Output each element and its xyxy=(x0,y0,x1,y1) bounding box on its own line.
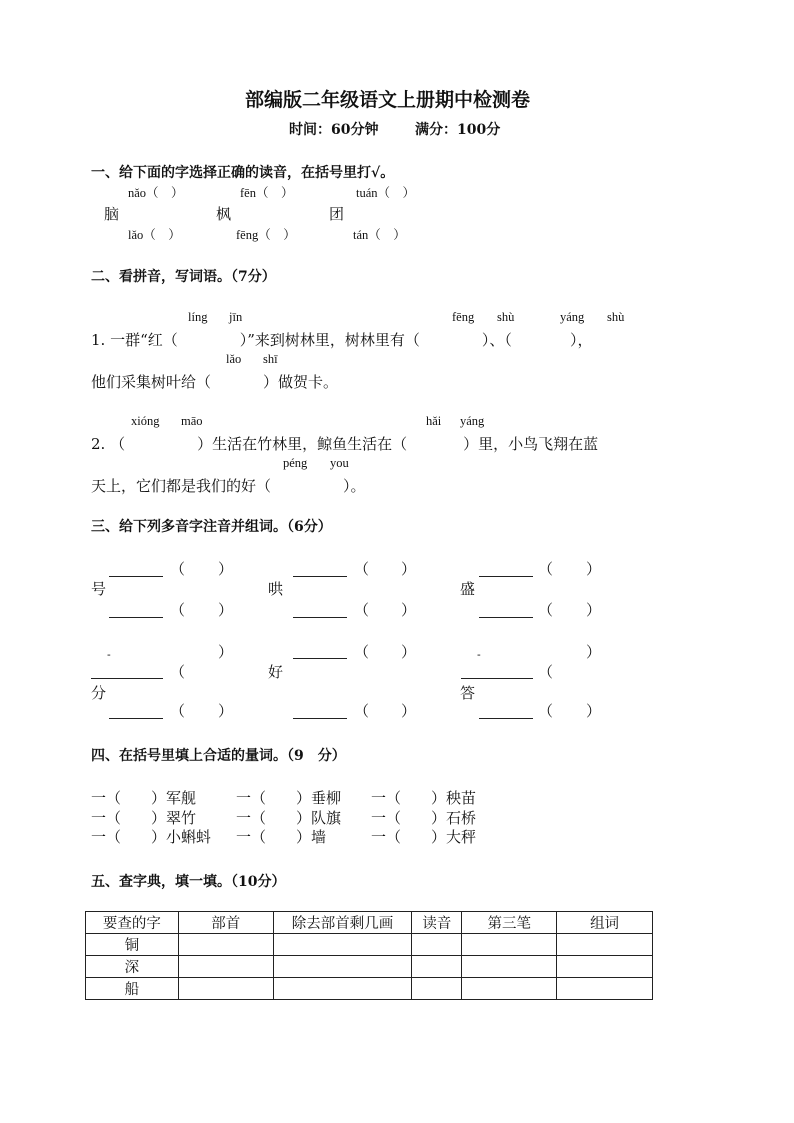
answer-line[interactable] xyxy=(293,658,347,659)
measure-word-item[interactable]: 一（ ）石桥 xyxy=(371,809,477,827)
paren-open: （ xyxy=(354,560,370,578)
section-4-heading: 四、在括号里填上合适的量词。（9 分） xyxy=(91,748,346,764)
s1-option-fen: fēn（ ） xyxy=(240,186,294,200)
lookup-char: 深 xyxy=(86,956,179,978)
answer-cell[interactable] xyxy=(462,978,557,1000)
table-row xyxy=(86,978,653,1000)
column-header: 除去部首剩几画 xyxy=(273,912,412,934)
dash-mark: - xyxy=(107,648,111,661)
paren-close: ） xyxy=(218,601,234,619)
s2-sentence-2: 他们采集树叶给（ ）做贺卡。 xyxy=(91,373,339,391)
measure-word-item[interactable]: 一（ ）小蝌蚪 xyxy=(91,828,212,846)
paren-close: ） xyxy=(401,702,417,720)
s1-option-tuan: tuán（ ） xyxy=(356,186,416,200)
paren-open: （ xyxy=(538,663,554,681)
polyphone-char: 分 xyxy=(91,684,107,702)
answer-line[interactable] xyxy=(91,678,163,679)
polyphone-char: 盛 xyxy=(460,580,476,598)
answer-cell[interactable] xyxy=(462,934,557,956)
paren-close: ） xyxy=(401,643,417,661)
answer-cell[interactable] xyxy=(178,956,273,978)
pinyin: jīn xyxy=(229,310,243,324)
answer-line[interactable] xyxy=(293,718,347,719)
section-5-heading: 五、查字典，填一填。（10分） xyxy=(91,874,286,890)
measure-word-item[interactable]: 一（ ）大秤 xyxy=(371,828,477,846)
answer-cell[interactable] xyxy=(273,956,412,978)
full-score: 满分：100分 xyxy=(415,122,501,138)
s1-option-lao: lǎo（ ） xyxy=(128,228,181,242)
section-1-heading: 一、给下面的字选择正确的读音，在括号里打√。 xyxy=(91,165,395,181)
lookup-char: 船 xyxy=(86,978,179,1000)
pinyin: yáng xyxy=(460,414,485,428)
answer-line[interactable] xyxy=(109,617,163,618)
table-header-row xyxy=(86,912,653,934)
pinyin: lǎo xyxy=(226,352,242,366)
paren-close: ） xyxy=(401,601,417,619)
column-header: 部首 xyxy=(178,912,273,934)
answer-cell[interactable] xyxy=(462,956,557,978)
answer-line[interactable] xyxy=(479,718,533,719)
polyphone-char: 号 xyxy=(91,580,107,598)
s1-char-nao: 脑 xyxy=(104,205,120,223)
paren-open: （ xyxy=(538,560,554,578)
table-row xyxy=(86,956,653,978)
column-header: 要查的字 xyxy=(86,912,179,934)
pinyin: shù xyxy=(497,310,515,324)
s1-option-tan: tán（ ） xyxy=(353,228,406,242)
pinyin: shī xyxy=(263,352,278,366)
table-row xyxy=(86,934,653,956)
measure-word-item[interactable]: 一（ ）军舰 xyxy=(91,789,197,807)
paren-close: ） xyxy=(218,560,234,578)
measure-word-item[interactable]: 一（ ）垂柳 xyxy=(236,789,342,807)
pinyin: shù xyxy=(607,310,625,324)
paren-close: ） xyxy=(218,702,234,720)
paren-open: （ xyxy=(538,601,554,619)
pinyin: hǎi xyxy=(426,414,442,428)
paren-close: ） xyxy=(586,643,602,661)
answer-cell[interactable] xyxy=(412,934,462,956)
pinyin: māo xyxy=(181,414,203,428)
answer-cell[interactable] xyxy=(557,978,653,1000)
column-header: 第三笔 xyxy=(462,912,557,934)
paren-close: ） xyxy=(401,560,417,578)
measure-word-item[interactable]: 一（ ）翠竹 xyxy=(91,809,197,827)
dash-mark: - xyxy=(477,648,481,661)
paren-open: （ xyxy=(170,560,186,578)
answer-line[interactable] xyxy=(293,576,347,577)
paren-open: （ xyxy=(170,663,186,681)
paren-open: （ xyxy=(354,702,370,720)
column-header: 读音 xyxy=(412,912,462,934)
paren-close: ） xyxy=(586,560,602,578)
measure-word-item[interactable]: 一（ ）墙 xyxy=(236,828,327,846)
paren-open: （ xyxy=(170,601,186,619)
answer-line[interactable] xyxy=(461,678,533,679)
s2-sentence-4: 天上，它们都是我们的好（ ）。 xyxy=(91,477,366,495)
polyphone-char: 好 xyxy=(268,663,284,681)
answer-line[interactable] xyxy=(479,617,533,618)
answer-line[interactable] xyxy=(293,617,347,618)
measure-word-item[interactable]: 一（ ）秧苗 xyxy=(371,789,477,807)
s2-sentence-1: 1. 一群“红（ ）”来到树林里，树林里有（ ）、（ ）， xyxy=(91,331,593,349)
polyphone-char: 答 xyxy=(460,684,476,702)
paren-open: （ xyxy=(354,601,370,619)
page-title: 部编版二年级语文上册期中检测卷 xyxy=(245,89,531,111)
paren-close: ） xyxy=(218,643,234,661)
s1-char-tuan: 团 xyxy=(329,205,345,223)
answer-line[interactable] xyxy=(479,576,533,577)
s1-option-feng: fēng（ ） xyxy=(236,228,296,242)
pinyin: you xyxy=(330,456,349,470)
time-limit: 时间：60分钟 xyxy=(289,122,379,138)
paren-open: （ xyxy=(538,702,554,720)
answer-cell[interactable] xyxy=(557,934,653,956)
s1-option-nao: nǎo（ ） xyxy=(128,186,184,200)
paren-open: （ xyxy=(354,643,370,661)
pinyin: yáng xyxy=(560,310,585,324)
paren-close: ） xyxy=(586,702,602,720)
lookup-char: 铜 xyxy=(86,934,179,956)
answer-cell[interactable] xyxy=(178,934,273,956)
s2-sentence-3: 2. （ ）生活在竹林里，鲸鱼生活在（ ）里，小鸟飞翔在蓝 xyxy=(91,435,599,453)
section-3-heading: 三、给下列多音字注音并组词。（6分） xyxy=(91,519,332,535)
answer-cell[interactable] xyxy=(273,978,412,1000)
pinyin: fēng xyxy=(452,310,475,324)
answer-line[interactable] xyxy=(109,718,163,719)
pinyin: líng xyxy=(188,310,208,324)
pinyin: xióng xyxy=(131,414,160,428)
measure-word-item[interactable]: 一（ ）队旗 xyxy=(236,809,342,827)
polyphone-char: 哄 xyxy=(268,580,284,598)
answer-cell[interactable] xyxy=(412,978,462,1000)
answer-cell[interactable] xyxy=(273,934,412,956)
pinyin: péng xyxy=(283,456,308,470)
answer-line[interactable] xyxy=(109,576,163,577)
s1-char-feng: 枫 xyxy=(216,205,232,223)
column-header: 组词 xyxy=(557,912,653,934)
answer-cell[interactable] xyxy=(178,978,273,1000)
dictionary-table xyxy=(85,911,653,1000)
paren-open: （ xyxy=(170,702,186,720)
answer-cell[interactable] xyxy=(412,956,462,978)
answer-cell[interactable] xyxy=(557,956,653,978)
section-2-heading: 二、看拼音，写词语。（7分） xyxy=(91,269,276,285)
paren-close: ） xyxy=(586,601,602,619)
